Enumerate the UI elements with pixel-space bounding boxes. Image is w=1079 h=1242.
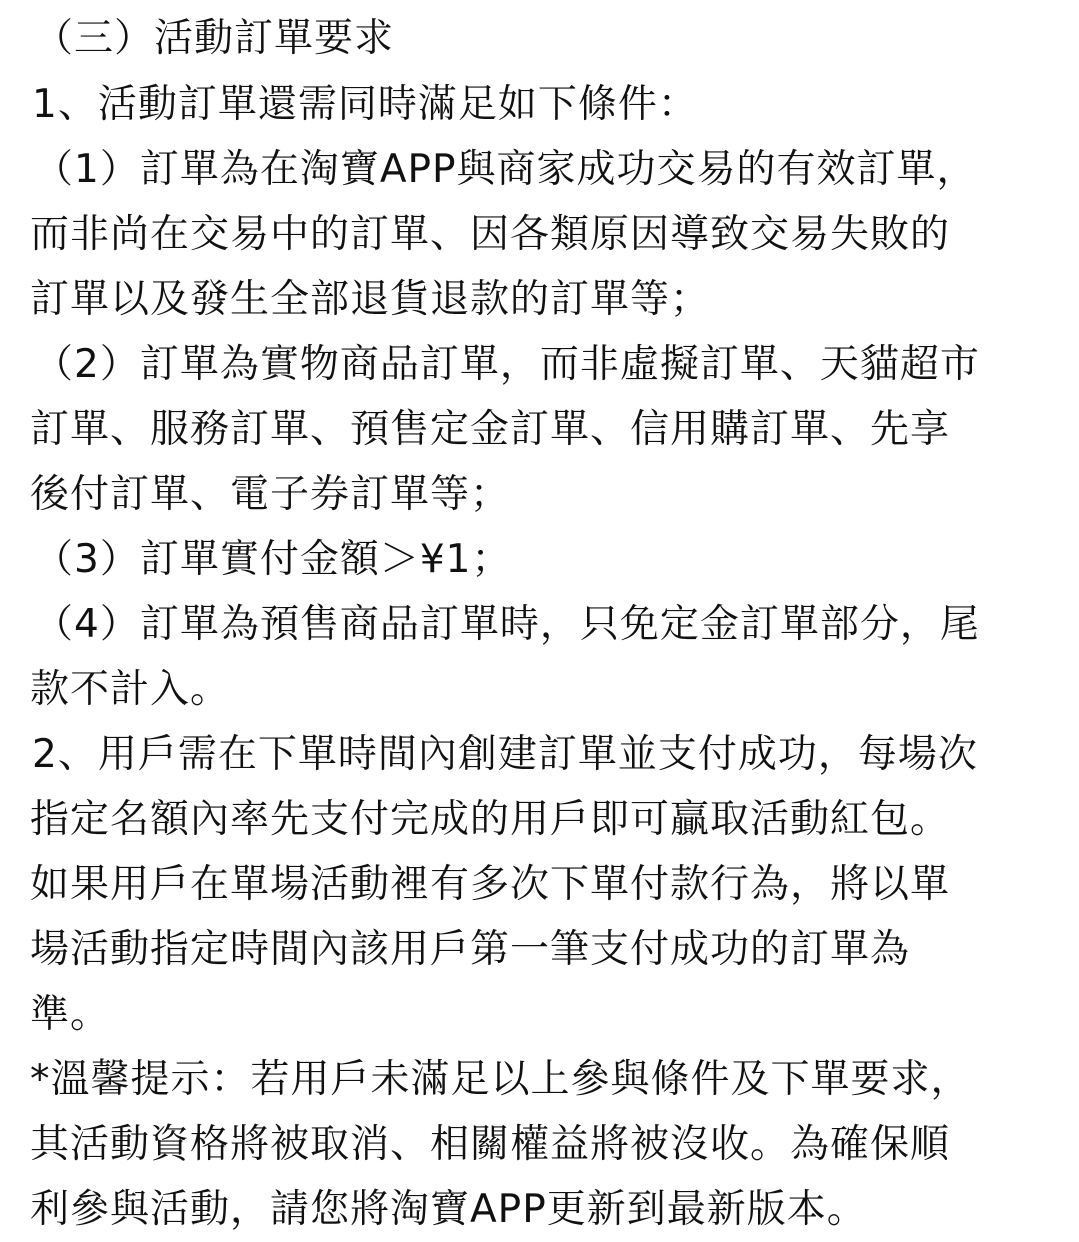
- text-line: 訂單以及發生全部退貨退款的訂單等；: [30, 277, 711, 322]
- text-line: 指定名額內率先支付完成的用戶即可贏取活動紅包。: [30, 797, 951, 842]
- text-line: 而非尚在交易中的訂單、因各類原因導致交易失敗的: [30, 212, 951, 257]
- text-line: 如果用戶在單場活動裡有多次下單付款行為，將以單: [30, 862, 951, 907]
- text-line: 2、用戶需在下單時間內創建訂單並支付成功，每場次: [32, 732, 978, 777]
- text-line: （2）訂單為實物商品訂單，而非虛擬訂單、天貓超市: [34, 342, 980, 387]
- tip-line: 利參與活動，請您將淘寶APP更新到最新版本。: [30, 1187, 867, 1232]
- text-line: 後付訂單、電子券訂單等；: [30, 472, 511, 517]
- text-line: 1、活動訂單還需同時滿足如下條件：: [32, 82, 698, 127]
- text-line: （1）訂單為在淘寶APP與商家成功交易的有效訂單，: [34, 147, 977, 192]
- text-line: 款不計入。: [30, 667, 231, 712]
- tip-line: 其活動資格將被取消、相關權益將被沒收。為確保順: [30, 1122, 951, 1167]
- text-line: 場活動指定時間內該用戶第一筆支付成功的訂單為: [30, 927, 911, 972]
- section-heading: （三）活動訂單要求: [34, 16, 395, 61]
- text-line: （3）訂單實付金額＞¥1；: [34, 537, 512, 582]
- tip-line: *溫馨提示：若用戶未滿足以上參與條件及下單要求，: [30, 1057, 971, 1102]
- text-line: 訂單、服務訂單、預售定金訂單、信用購訂單、先享: [30, 407, 951, 452]
- text-line: （4）訂單為預售商品訂單時，只免定金訂單部分，尾: [34, 602, 980, 647]
- text-line: 準。: [30, 992, 111, 1037]
